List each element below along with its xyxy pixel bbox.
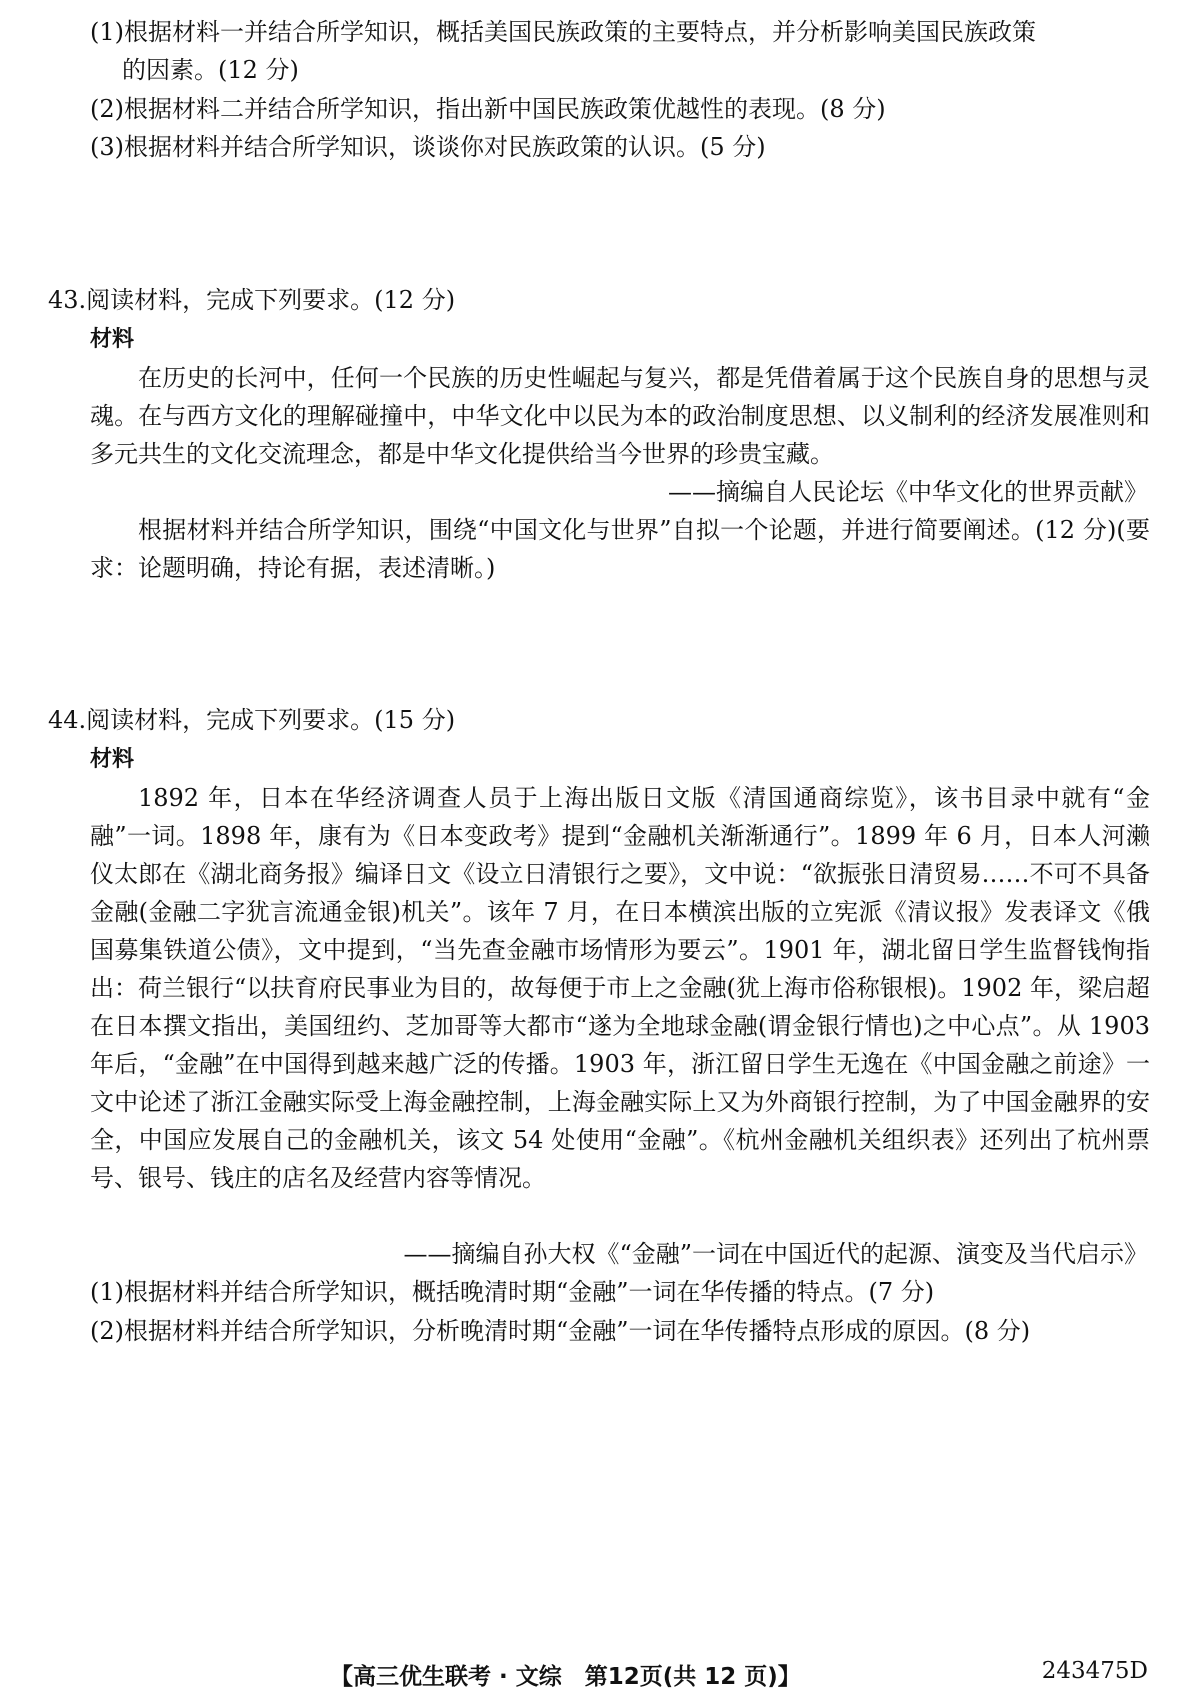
q42-subquestion-3: (3)根据材料并结合所学知识，谈谈你对民族政策的认识。(5 分) [90,133,766,161]
page-footer-title: 【高三优生联考 · 文综 第12页(共 12 页)】 [330,1664,801,1690]
q42-subquestion-1-line2: 的因素。(12 分) [122,56,299,84]
q44-source: ——摘编自孙大权《“金融”一词在中国近代的起源、演变及当代启示》 [403,1240,1148,1268]
q44-heading: 44.阅读材料，完成下列要求。(15 分) [48,706,456,734]
q42-subquestion-2: (2)根据材料二并结合所学知识，指出新中国民族政策优越性的表现。(8 分) [90,95,886,123]
q44-subquestion-2: (2)根据材料并结合所学知识，分析晚清时期“金融”一词在华传播特点形成的原因。(8 分) [90,1317,1031,1345]
q43-material-label: 材料 [90,327,135,352]
q43-task: 根据材料并结合所学知识，围绕“中国文化与世界”自拟一个论题，并进行简要阐述。(12 分)(要求：论题明确，持论有据，表述清晰。) [90,516,1150,582]
q44-material-paragraph: 1892 年，日本在华经济调查人员于上海出版日文版《清国通商综览》，该书目录中就有“金融”一词。1898 年，康有为《日本变政考》提到“金融机关渐渐通行”。1899 年 6 月，日本人河濑仪太郎在《湖北商务报》编译日文《设立日清银行之要》，文中说：“欲振张日清贸易……不可不具备金融(金融二字犹言流通金银)机关”。该年 7 月，在日本横滨出版的立宪派《清议报》发表译文《俄国募集铁道公债》，文中提到，“当先查金融市场情形为要云”。1901 年，湖北留日学生监督钱恂指出：荷兰银行“以扶育府民事业为目的，故每便于市上之金融(犹上海市俗称银根)。1902 年，梁启超在日本撰文指出，美国纽约、芝加哥等大都市“遂为全地球金融(谓金银行情也)之中心点”。从 1903 年后，“金融”在中国得到越来越广泛的传播。1903 年，浙江留日学生无逸在《中国金融之前途》一文中论述了浙江金融实际受上海金融控制，上海金融实际上又为外商银行控制，为了中国金融界的安全，中国应发展自己的金融机关，该文 54 处使用“金融”。《杭州金融机关组织表》还列出了杭州票号、银号、钱庄的店名及经营内容等情况。 [90,784,1150,1192]
page-footer-code: 243475D [1041,1658,1148,1684]
q43-heading: 43.阅读材料，完成下列要求。(12 分) [48,286,456,314]
q42-subquestion-1-line1: (1)根据材料一并结合所学知识，概括美国民族政策的主要特点，并分析影响美国民族政策 [90,18,1036,46]
q44-material-label: 材料 [90,747,135,772]
q44-subquestion-1: (1)根据材料并结合所学知识，概括晚清时期“金融”一词在华传播的特点。(7 分) [90,1278,935,1306]
q43-source: ——摘编自人民论坛《中华文化的世界贡献》 [668,478,1148,506]
q43-material-paragraph: 在历史的长河中，任何一个民族的历史性崛起与复兴，都是凭借着属于这个民族自身的思想与灵魂。在与西方文化的理解碰撞中，中华文化中以民为本的政治制度思想、以义制利的经济发展准则和多元共生的文化交流理念，都是中华文化提供给当今世界的珍贵宝藏。 [90,364,1150,468]
